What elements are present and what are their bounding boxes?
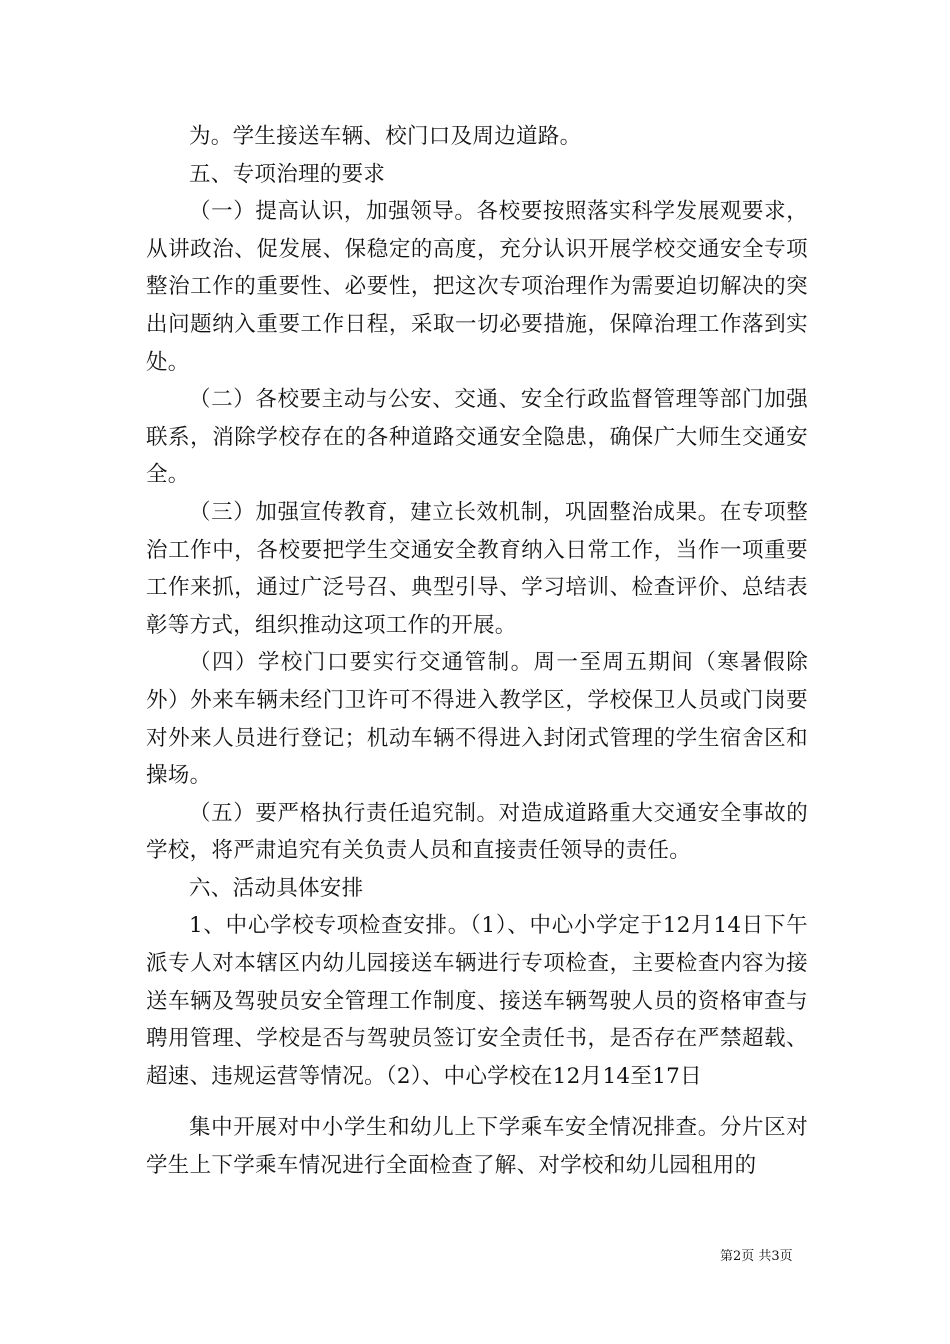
paragraph-requirement-3: （三）加强宣传教育，建立长效机制，巩固整治成果。在专项整治工作中，各校要把学生交通安全教育纳入日常工作，当作一项重要工作来抓，通过广泛号召、典型引导、学习培训、检查评价、总结表彰等方式，组织推动这项工作的开展。 <box>146 499 808 638</box>
paragraph-requirement-1: （一）提高认识，加强领导。各校要按照落实科学发展观要求，从讲政治、促发展、保稳定的高度，充分认识开展学校交通安全专项整治工作的重要性、必要性，把这次专项治理作为需要迫切解决的突出问题纳入重要工作日程，采取一切必要措施，保障治理工作落到实处。 <box>146 199 808 375</box>
paragraph-arrangement-2: 集中开展对中小学生和幼儿上下学乘车安全情况排查。分片区对学生上下学乘车情况进行全面检查了解、对学校和幼儿园租用的 <box>146 1115 808 1179</box>
paragraph-requirement-4: （四）学校门口要实行交通管制。周一至周五期间（寒暑假除外）外来车辆未经门卫许可不得进入教学区，学校保卫人员或门岗要对外来人员进行登记；机动车辆不得进入封闭式管理的学生宿舍区和操场。 <box>146 650 808 789</box>
paragraph-arrangement-1: 1、中心学校专项检查安排。（1）、中心小学定于12月14日下午派专人对本辖区内幼儿园接送车辆进行专项检查，主要检查内容为接送车辆及驾驶员安全管理工作制度、接送车辆驾驶人员的资格审查与聘用管理、学校是否与驾驶员签订安全责任书，是否存在严禁超载、超速、违规运营等情况。（2）、中心学校在12月14至17日 <box>146 913 808 1089</box>
section-heading-5: 五、专项治理的要求 <box>189 161 386 187</box>
page-number-footer: 第2页 共3页 <box>720 1249 793 1264</box>
document-body <box>146 118 808 1185</box>
paragraph-1: 为。学生接送车辆、校门口及周边道路。 <box>189 124 582 149</box>
section-heading-6: 六、活动具体安排 <box>189 875 364 901</box>
paragraph-requirement-2: （二）各校要主动与公安、交通、安全行政监督管理等部门加强联系，消除学校存在的各种道路交通安全隐患，确保广大师生交通安全。 <box>146 387 808 488</box>
paragraph-requirement-5: （五）要严格执行责任追究制。对造成道路重大交通安全事故的学校，将严肃追究有关负责人员和直接责任领导的责任。 <box>146 800 808 864</box>
